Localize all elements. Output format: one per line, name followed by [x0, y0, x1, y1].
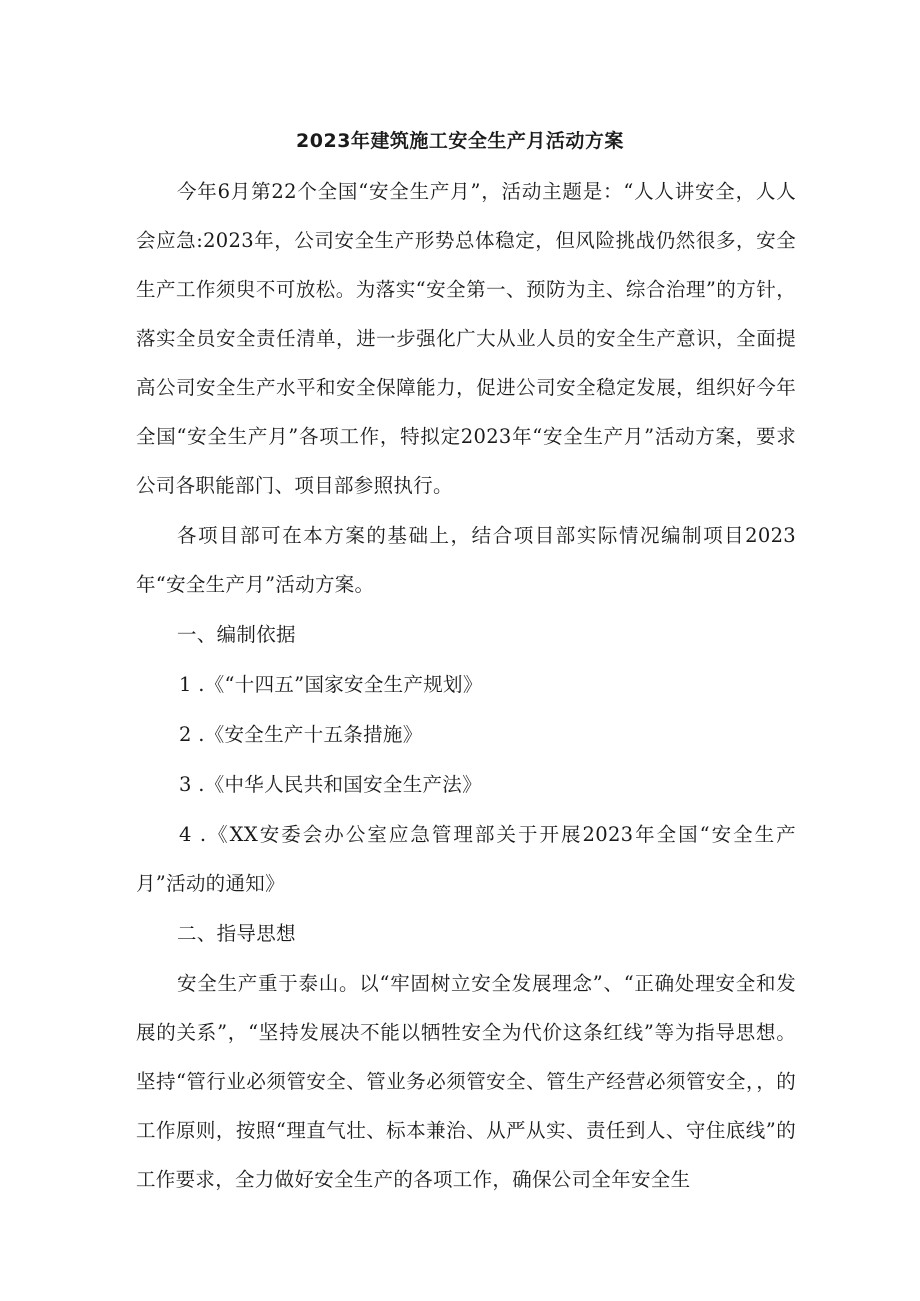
basis-item-4: 4 .《XX安委会办公室应急管理部关于开展2023年全国“安全生产月”活动的通知》 — [136, 823, 796, 895]
project-paragraph: 各项目部可在本方案的基础上，结合项目部实际情况编制项目2023年“安全生产月”活动方案。 — [136, 524, 796, 596]
guiding-thought-paragraph: 安全生产重于泰山。以“牢固树立安全发展理念”、“正确处理安全和发展的关系”，“坚持发展决不能以牺牲安全为代价这条红线”等为指导思想。坚持“管行业必须管安全、管业务必须管安全、管生产经营必须管安全，，的工作原则，按照“理直气壮、标本兼治、从严从实、责任到人、守住底线”的工作要求，全力做好安全生产的各项工作，确保公司全年安全生 — [136, 972, 796, 1191]
basis-item-3: 3 .《中华人民共和国安全生产法》 — [179, 773, 482, 796]
document-title: 2023年建筑施工安全生产月活动方案 — [296, 130, 624, 152]
basis-item-2: 2 .《安全生产十五条措施》 — [179, 723, 423, 746]
intro-paragraph: 今年6月第22个全国“安全生产月”，活动主题是：“人人讲安全，人人会应急:2023年，公司安全生产形势总体稳定，但风险挑战仍然很多，安全生产工作须臾不可放松。为落实“安全第一、预防为主、综合治理”的方针，落实全员安全责任清单，进一步强化广大从业人员的安全生产意识，全面提高公司安全生产水平和安全保障能力，促进公司安全稳定发展，组织好今年全国“安全生产月”各项工作，特拟定2023年“安全生产月”活动方案，要求公司各职能部门、项目部参照执行。 — [136, 180, 796, 497]
section-heading-guiding-thought: 二、指导思想 — [177, 922, 296, 945]
section-heading-basis: 一、编制依据 — [177, 623, 296, 646]
basis-item-1: 1 .《“十四五”国家安全生产规划》 — [179, 673, 483, 696]
document-body — [136, 167, 796, 1205]
